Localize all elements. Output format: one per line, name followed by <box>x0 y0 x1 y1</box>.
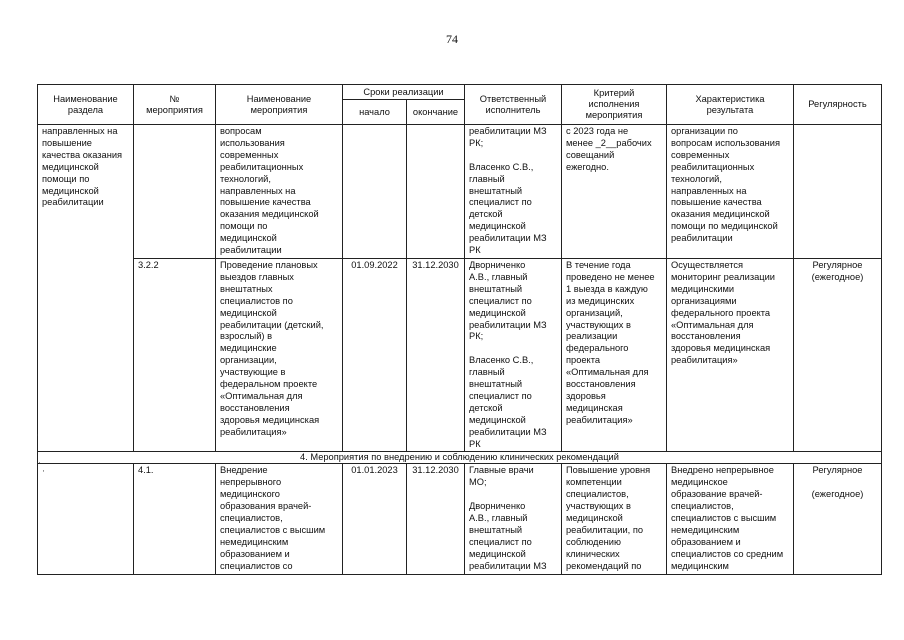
scan-speck: · <box>36 430 39 440</box>
cell-start: 01.09.2022 <box>343 258 407 452</box>
cell-start: 01.01.2023 <box>343 464 407 574</box>
section-row <box>38 452 882 464</box>
cell-end: 31.12.2030 <box>407 464 465 574</box>
scan-speck: · <box>42 466 45 476</box>
table-row <box>38 125 882 259</box>
table-row <box>38 464 882 574</box>
cell-responsible: Дворниченко А.В., главный внештатный специалист по медицинской реабилитации МЗ РК; Власенко С.В., главный внештатный специалист по детской медицинской реабилитации МЗ РК <box>465 258 562 452</box>
cell-end: 31.12.2030 <box>407 258 465 452</box>
cell-name: Внедрение непрерывного медицинского образования врачей- специалистов, специалистов с высшим немедицинским образованием и специалистов со <box>216 464 343 574</box>
cell-result: организации по вопросам использования современных реабилитационных технологий, направленных на повышение качества оказания медицинской помощи по медицинской реабилитации <box>667 125 794 259</box>
cell-regularity <box>794 125 882 259</box>
cell-result: Внедрено непрерывное медицинское образование врачей- специалистов, специалистов с высшим немедицинским образованием и специалистов со средним медицинским <box>667 464 794 574</box>
cell-criterion: Повышение уровня компетенции специалистов, участвующих в медицинской реабилитации, по соблюдению клинических рекомендаций по <box>562 464 667 574</box>
header-result: Характеристика результата <box>667 85 794 125</box>
header-end: окончание <box>407 100 465 125</box>
header-section: Наименование раздела <box>38 85 134 125</box>
cell-section: направленных на повышение качества оказания медицинской помощи по медицинской реабилитации <box>38 125 134 452</box>
cell-number: 3.2.2 <box>134 258 216 452</box>
cell-criterion: с 2023 года не менее _2__рабочих совещаний ежегодно. <box>562 125 667 259</box>
header-responsible: Ответственный исполнитель <box>465 85 562 125</box>
cell-start <box>343 125 407 259</box>
cell-end <box>407 125 465 259</box>
cell-name: Проведение плановых выездов главных внештатных специалистов по медицинской реабилитации (детский, взрослый) в медицинские организации, участвующие в федеральном проекте «Оптимальная для восстановления здоровья медицинская реабилитация» <box>216 258 343 452</box>
header-number: № мероприятия <box>134 85 216 125</box>
cell-section <box>38 464 134 574</box>
page-number: 74 <box>446 32 458 46</box>
section-title: 4. Мероприятия по внедрению и соблюдению клинических рекомендаций <box>38 452 882 464</box>
cell-number <box>134 125 216 259</box>
cell-number: 4.1. <box>134 464 216 574</box>
header-criterion: Критерий исполнения мероприятия <box>562 85 667 125</box>
header-start: начало <box>343 100 407 125</box>
measures-table <box>37 84 882 575</box>
header-dates: Сроки реализации <box>343 85 465 100</box>
cell-criterion: В течение года проведено не менее 1 выезда в каждую из медицинских организаций, участвующих в реализации федерального проекта «Оптимальная для восстановления здоровья медицинская реабилитация» <box>562 258 667 452</box>
table-row <box>38 258 882 452</box>
cell-responsible: Главные врачи МО; Дворниченко А.В., главный внештатный специалист по медицинской реабилитации МЗ <box>465 464 562 574</box>
cell-name: вопросам использования современных реабилитационных технологий, направленных на повышение качества оказания медицинской помощи по медицинской реабилитации <box>216 125 343 259</box>
scan-speck: · <box>38 458 41 468</box>
cell-responsible: реабилитации МЗ РК; Власенко С.В., главный внештатный специалист по детской медицинской реабилитации МЗ РК <box>465 125 562 259</box>
cell-regularity: Регулярное (ежегодное) <box>794 464 882 574</box>
cell-regularity: Регулярное (ежегодное) <box>794 258 882 452</box>
cell-result: Осуществляется мониторинг реализации медицинскими организациями федерального проекта «Оптимальная для восстановления здоровья медицинская реабилитация» <box>667 258 794 452</box>
header-name: Наименование мероприятия <box>216 85 343 125</box>
header-regularity: Регулярность <box>794 85 882 125</box>
